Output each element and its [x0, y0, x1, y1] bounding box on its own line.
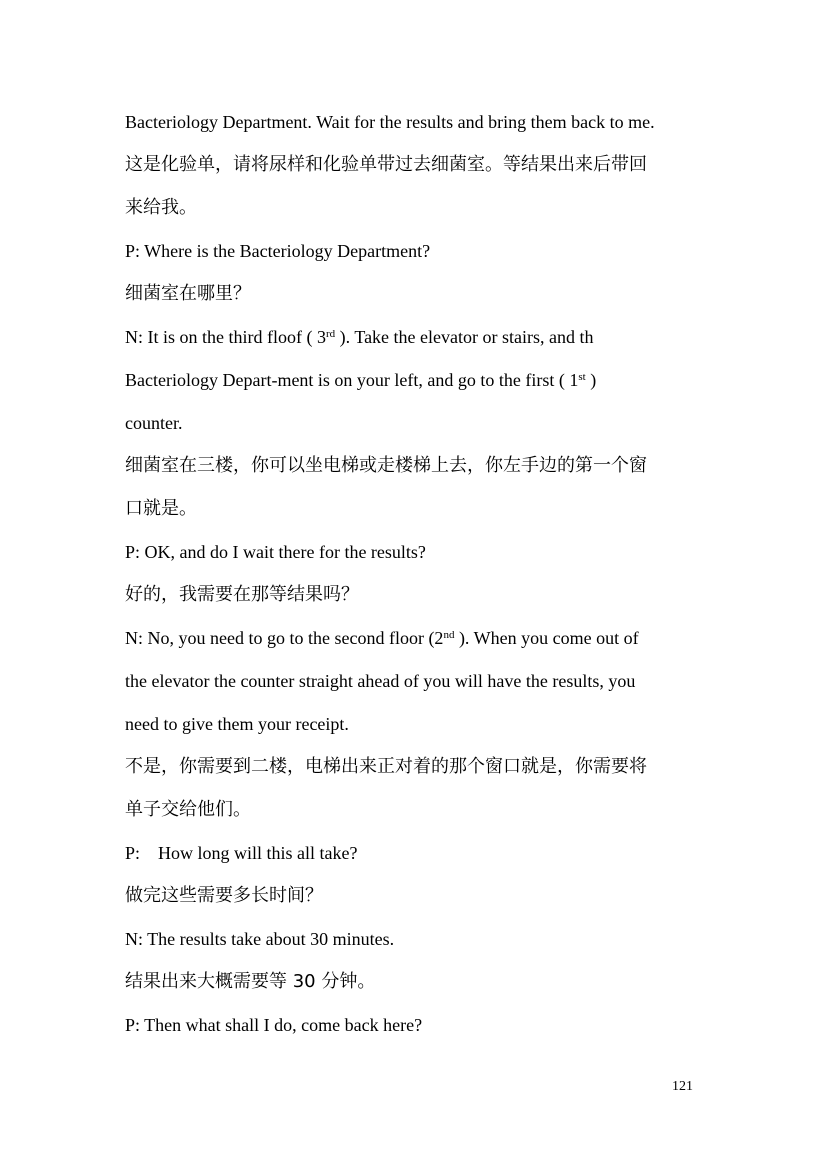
text-line: [125, 626, 752, 650]
ordinal-suffix: nd: [443, 629, 455, 641]
text-line: the elevator the counter straight ahead of you will have the results, you: [125, 671, 636, 691]
text-line: 单子交给他们。: [125, 799, 251, 820]
text-line: 好的，我需要在那等结果吗？: [125, 584, 359, 605]
text-line: [125, 325, 752, 349]
text-line: 不是，你需要到二楼，电梯出来正对着的那个窗口就是，你需要将: [125, 756, 647, 777]
text-line: 口就是。: [125, 498, 197, 519]
text-line: 细菌室在三楼，你可以坐电梯或走楼梯上去，你左手边的第一个窗: [125, 455, 647, 476]
ordinal-suffix: rd: [325, 328, 336, 340]
text-segment: Bacteriology Depart-ment is on your left, and go to the first ( 1: [125, 370, 579, 390]
text-line: 做完这些需要多长时间？: [125, 885, 323, 906]
text-line: 结果出来大概需要等 30 分钟。: [125, 971, 376, 992]
text-line: 细菌室在哪里？: [125, 283, 251, 304]
text-line: need to give them your receipt.: [125, 714, 349, 734]
text-line: counter.: [125, 413, 183, 433]
page-number: 121: [672, 1079, 693, 1094]
text-line: [125, 368, 752, 392]
text-line: N: The results take about 30 minutes.: [125, 929, 395, 949]
text-segment: ). Take the elevator or stairs, and th: [335, 327, 594, 347]
text-segment: ). When you come out of: [454, 628, 639, 648]
text-segment: ): [585, 370, 597, 390]
text-segment: N: No, you need to go to the second floor (2: [125, 628, 444, 648]
text-line: Bacteriology Department. Wait for the results and bring them back to me.: [125, 112, 655, 132]
text-line: P: How long will this all take?: [125, 843, 358, 863]
text-line: P: Where is the Bacteriology Department?: [125, 241, 431, 261]
text-line: P: Then what shall I do, come back here?: [125, 1015, 423, 1035]
text-line: 来给我。: [125, 197, 197, 218]
ordinal-suffix: st: [578, 371, 586, 383]
text-line: P: OK, and do I wait there for the results?: [125, 542, 426, 562]
text-segment: N: It is on the third floof ( 3: [125, 327, 326, 347]
text-line: 这是化验单，请将尿样和化验单带过去细菌室。等结果出来后带回: [125, 154, 647, 175]
